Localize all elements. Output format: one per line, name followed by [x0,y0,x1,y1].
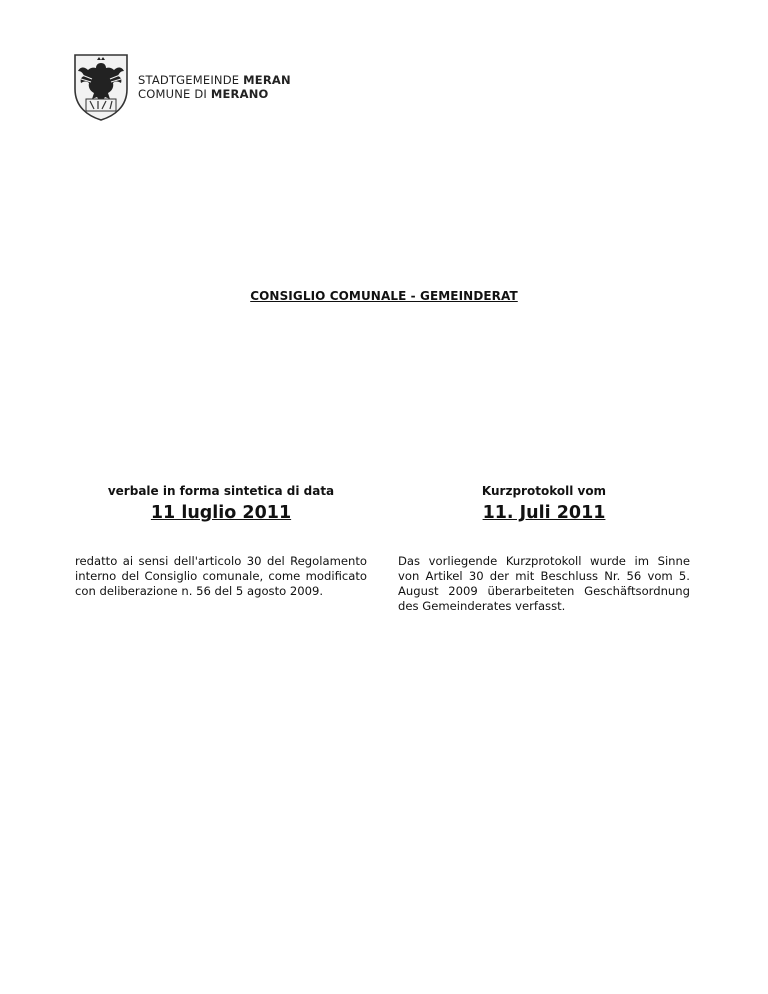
meeting-date-german: 11. Juli 2011 [482,503,606,523]
page-header [72,53,291,121]
council-title: CONSIGLIO COMUNALE - GEMEINDERAT [250,289,518,303]
municipality-prefix-german: STADTGEMEINDE [138,73,244,87]
municipality-name [138,73,291,101]
municipality-prefix-italian: COMUNE DI [138,87,211,101]
municipality-line-german [138,73,291,87]
minutes-label-german: Kurzprotokoll vom [481,484,607,498]
coat-of-arms-icon [72,53,130,121]
minutes-description-italian: redatto ai sensi dell'articolo 30 del Regolamento interno del Consiglio comunale, come modificato con deliberazione n. 56 del 5 agosto 2009. [75,554,367,598]
municipality-name-german: MERAN [243,73,291,87]
meeting-date-italian: 11 luglio 2011 [150,503,292,523]
minutes-description-german: Das vorliegende Kurzprotokoll wurde im Sinne von Artikel 30 der mit Beschluss Nr. 56 vom 5. August 2009 überarbeiteten Geschäftsordnung des Gemeinderates verfasst. [398,554,690,613]
minutes-label-italian: verbale in forma sintetica di data [107,484,335,498]
municipality-line-italian [138,87,291,101]
municipality-name-italian: MERANO [210,87,269,101]
